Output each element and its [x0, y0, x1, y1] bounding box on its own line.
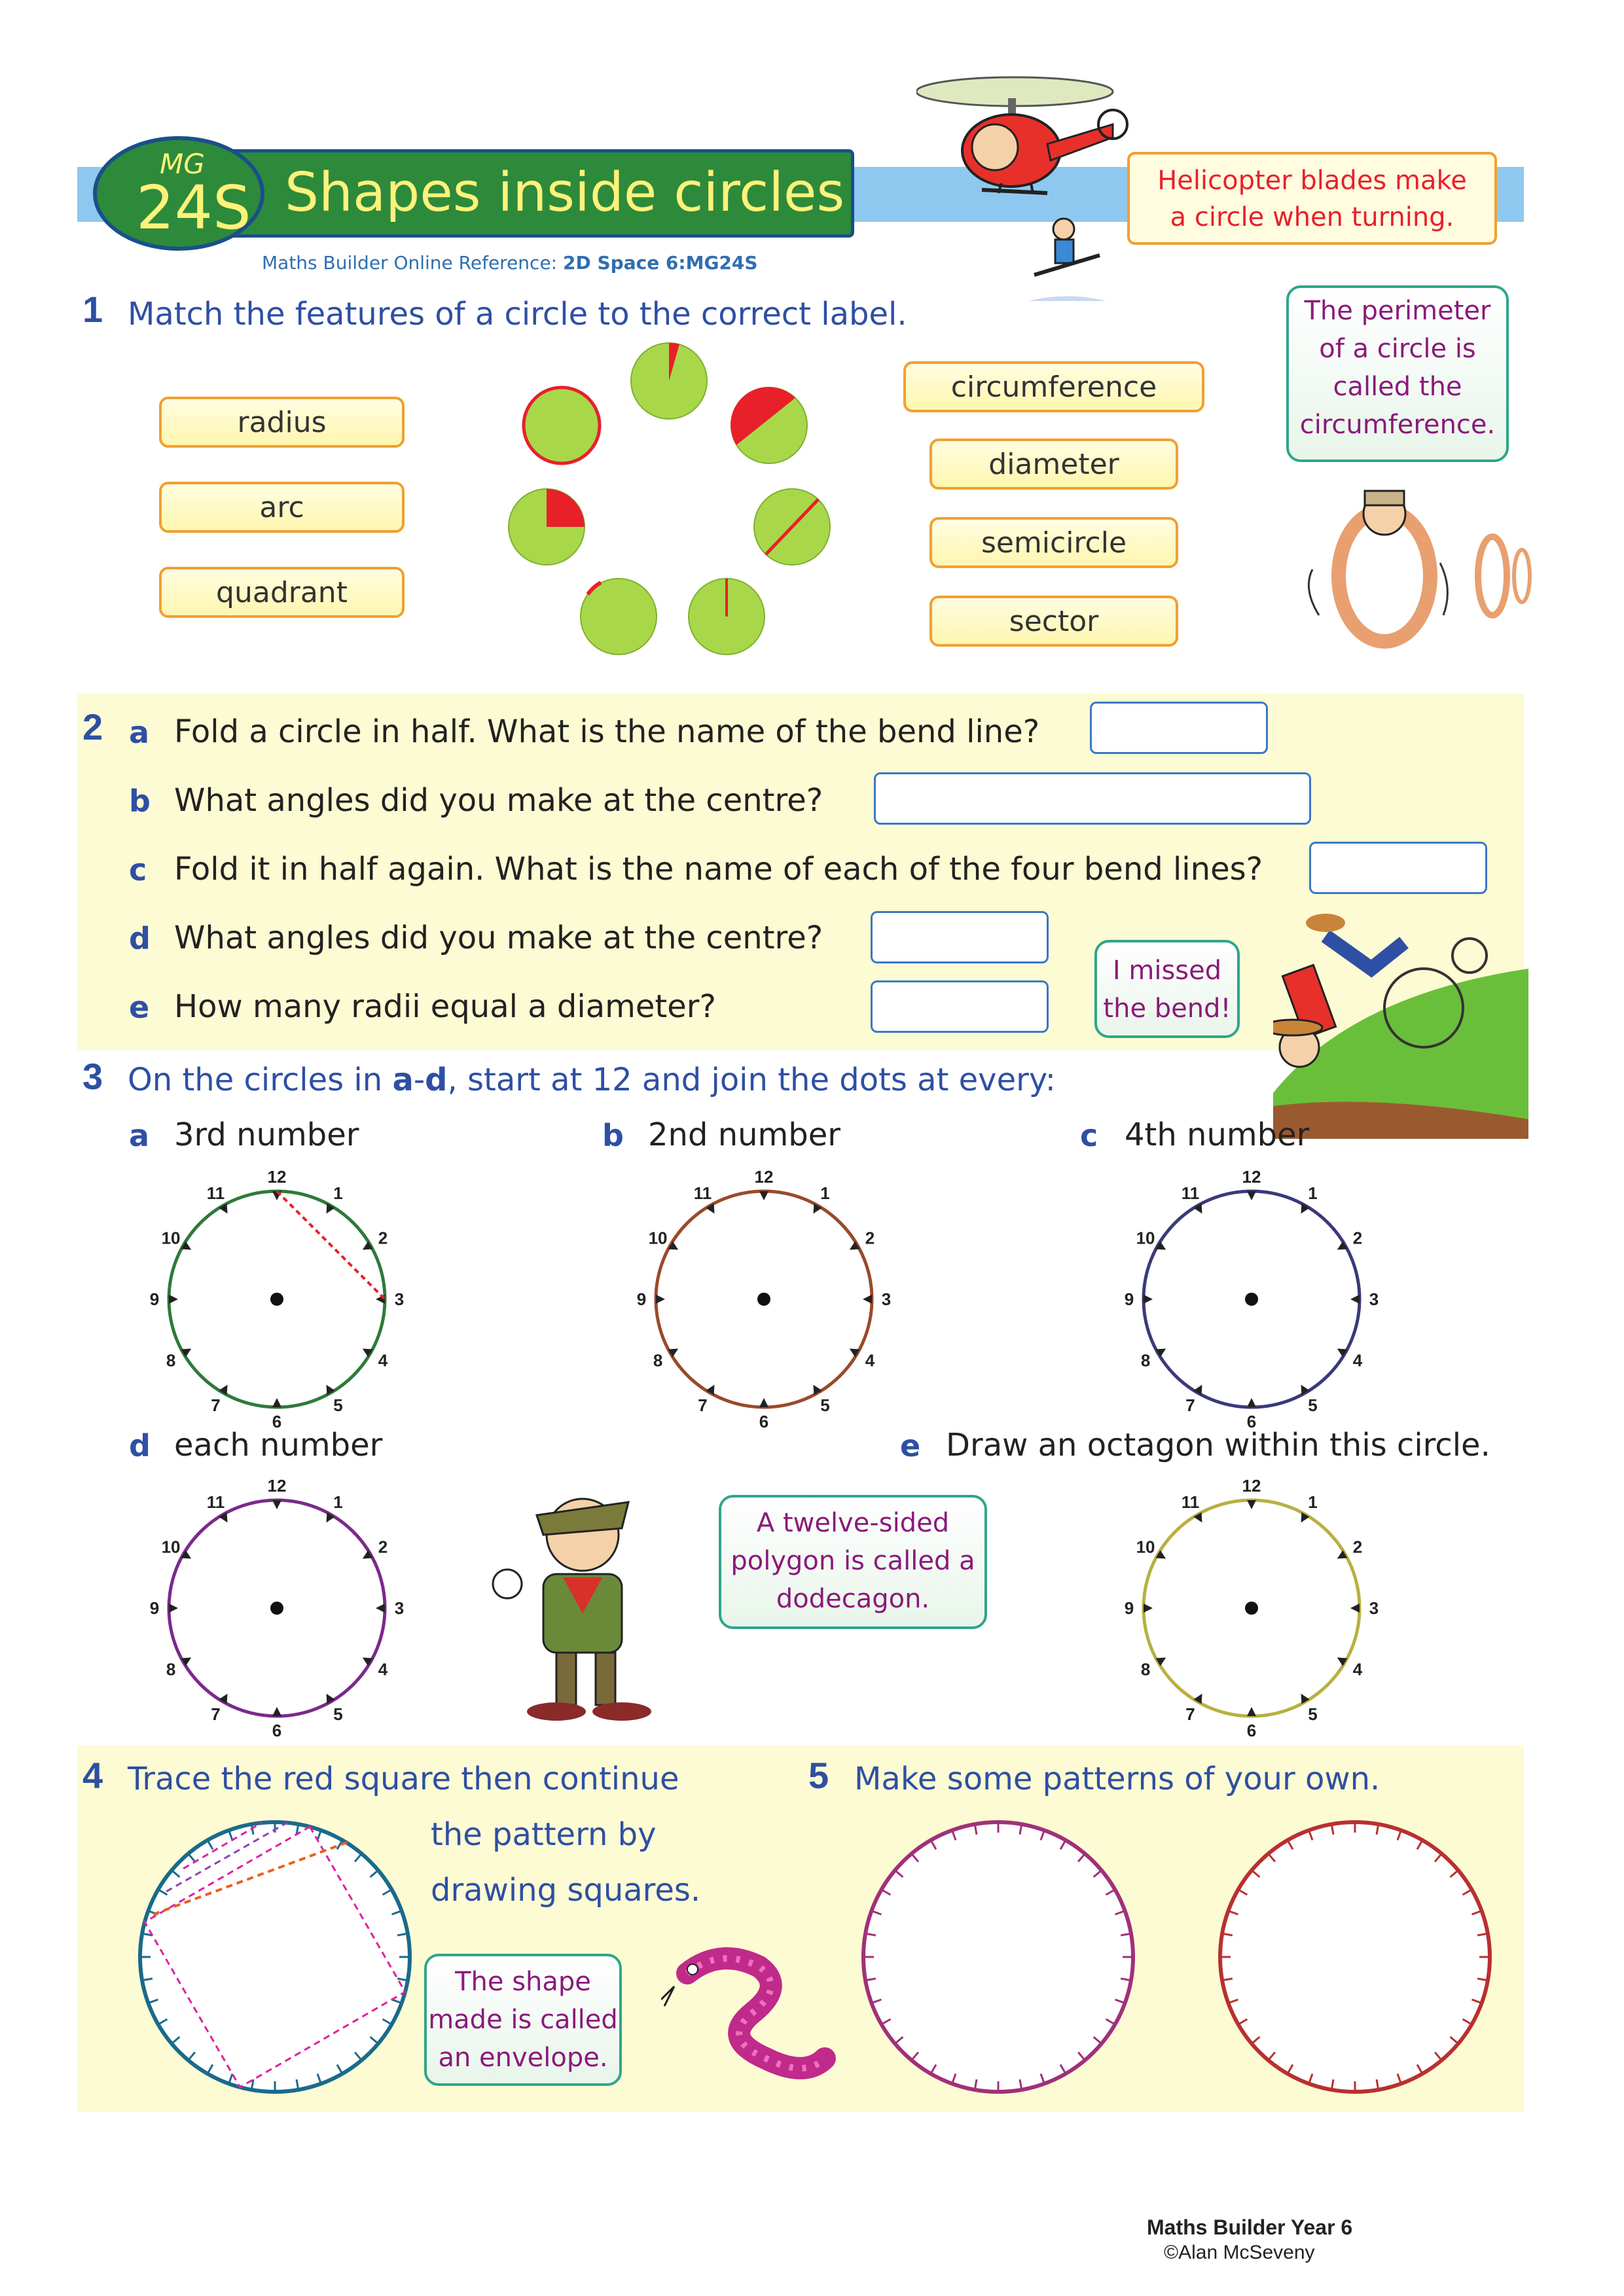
helicopter-note: [1127, 152, 1497, 245]
clock-number: 10: [1136, 1537, 1155, 1557]
q4-line: Trace the red square then continue: [128, 1761, 679, 1797]
q1-bubble-line: The perimeter: [1304, 296, 1491, 326]
label-sector[interactable]: sector: [929, 596, 1178, 647]
q2-letter: e: [129, 990, 150, 1025]
feature-circles: [504, 334, 844, 661]
clock-number: 7: [698, 1395, 708, 1415]
label-circumference[interactable]: circumference: [903, 361, 1204, 412]
label-diameter[interactable]: diameter: [929, 439, 1178, 490]
clock-number: 6: [272, 1412, 282, 1430]
clock-circle-d[interactable]: [146, 1477, 408, 1739]
q3-prompt-part: -: [413, 1062, 425, 1098]
q3-bubble-line: polygon is called a: [731, 1546, 975, 1576]
q2b-answer-box[interactable]: [874, 772, 1311, 825]
clock-number: 5: [333, 1704, 343, 1724]
q4-speech-bubble: [424, 1954, 622, 2086]
clock-number: 8: [1140, 1350, 1151, 1371]
q3-speech-bubble: [719, 1495, 987, 1629]
clock-tick: [759, 1398, 768, 1407]
q5-prompt: Make some patterns of your own.: [854, 1761, 1380, 1797]
clock-number: 11: [693, 1183, 712, 1204]
clock-number: 5: [333, 1395, 343, 1415]
circle-quadrant-figure[interactable]: [509, 489, 585, 565]
clock-tick: [1350, 1604, 1360, 1613]
q3-letter: b: [602, 1118, 624, 1153]
question-number: 2: [82, 706, 103, 747]
clock-number: 2: [1352, 1228, 1363, 1248]
clock-number: 10: [161, 1228, 181, 1248]
hoop-character-illustration: [1299, 484, 1542, 655]
clock-tick: [272, 1707, 281, 1716]
clock-centre-dot: [270, 1293, 283, 1306]
q4-bubble-line: an envelope.: [438, 2043, 608, 2073]
code-top: MG: [160, 148, 205, 180]
clock-number: 9: [1124, 1598, 1134, 1618]
q2e-answer-box[interactable]: [871, 980, 1049, 1033]
clock-tick: [1144, 1604, 1153, 1613]
label-arc[interactable]: arc: [159, 482, 405, 533]
q2d-answer-box[interactable]: [871, 911, 1049, 963]
reference-prefix: Maths Builder Online Reference:: [262, 252, 564, 274]
clock-number: 5: [820, 1395, 830, 1415]
code-bottom: 24S: [136, 173, 251, 243]
q1-bubble-line: called the: [1333, 372, 1462, 402]
question-number: 5: [808, 1755, 829, 1796]
q2d-text: What angles did you make at the centre?: [174, 920, 823, 956]
clock-number: 9: [636, 1289, 647, 1309]
helicopter-note-line: a circle when turning.: [1170, 202, 1454, 232]
q3-prompt-bold: a: [392, 1062, 414, 1098]
clock-number: 8: [1140, 1659, 1151, 1679]
clock-tick: [656, 1295, 665, 1304]
clock-number: 6: [1246, 1412, 1257, 1430]
q1-bubble-line: circumference.: [1299, 410, 1496, 440]
clock-number: 8: [166, 1350, 176, 1371]
q2c-answer-box[interactable]: [1309, 842, 1487, 894]
clock-number: 2: [865, 1228, 875, 1248]
clock-number: 1: [333, 1183, 343, 1204]
clock-number: 4: [1352, 1350, 1363, 1371]
clock-number: 11: [206, 1183, 225, 1204]
clock-number: 4: [378, 1659, 388, 1679]
clock-number: 10: [648, 1228, 668, 1248]
clock-tick: [272, 1500, 281, 1509]
clock-number: 4: [378, 1350, 388, 1371]
q3-prompt-bold: d: [425, 1062, 448, 1098]
q3d-text: each number: [174, 1427, 383, 1463]
q2-speech-bubble: [1094, 940, 1240, 1038]
circle-diameter-figure[interactable]: [754, 489, 830, 565]
label-semicircle[interactable]: semicircle: [929, 517, 1178, 568]
q4-bubble-line: The shape: [455, 1967, 591, 1997]
online-reference: [262, 252, 758, 274]
clock-tick: [376, 1604, 385, 1613]
clock-circle-b[interactable]: [633, 1168, 895, 1430]
clock-tick: [169, 1295, 178, 1304]
footer-book: Maths Builder Year 6: [1147, 2215, 1353, 2239]
q2-letter: d: [129, 921, 151, 956]
clock-number: 7: [211, 1395, 221, 1415]
code-badge: [93, 136, 264, 251]
clock-number: 12: [1242, 1477, 1261, 1496]
clock-number: 8: [653, 1350, 663, 1371]
q3-prompt-part: , start at 12 and join the dots at every:: [447, 1062, 1056, 1098]
clock-number: 8: [166, 1659, 176, 1679]
circle-circumference-figure[interactable]: [524, 387, 600, 463]
clock-tick: [759, 1191, 768, 1200]
clock-tick: [1247, 1500, 1256, 1509]
q3-bubble-line: dodecagon.: [776, 1584, 930, 1614]
q2c-text: Fold it in half again. What is the name of each of the four bend lines?: [174, 851, 1263, 888]
q2-bubble-line: the bend!: [1103, 994, 1231, 1024]
question-number: 3: [82, 1056, 103, 1097]
clock-number: 2: [1352, 1537, 1363, 1557]
clock-number: 2: [378, 1228, 388, 1248]
clock-circle-e[interactable]: [1121, 1477, 1382, 1739]
label-quadrant[interactable]: quadrant: [159, 567, 405, 618]
clock-tick: [272, 1398, 281, 1407]
q2a-text: Fold a circle in half. What is the name of the bend line?: [174, 713, 1040, 750]
helicopter-note-line: Helicopter blades make: [1157, 166, 1467, 196]
scout-illustration: [465, 1476, 681, 1731]
snake-illustration: [661, 1947, 838, 2098]
clock-tick: [1247, 1191, 1256, 1200]
clock-number: 6: [759, 1412, 769, 1430]
clock-number: 7: [1185, 1704, 1195, 1724]
q2-letter: b: [129, 783, 151, 819]
q3-letter: c: [1080, 1118, 1098, 1153]
clock-number: 6: [272, 1721, 282, 1739]
label-radius[interactable]: radius: [159, 397, 405, 448]
q1-bubble-line: of a circle is: [1319, 334, 1476, 364]
clock-number: 11: [206, 1492, 225, 1513]
clock-centre-dot: [757, 1293, 770, 1306]
q4-line: the pattern by: [431, 1816, 657, 1853]
circle-semicircle-figure[interactable]: [731, 387, 807, 463]
circle-sector-figure[interactable]: [631, 343, 707, 419]
clock-number: 2: [378, 1537, 388, 1557]
q2e-text: How many radii equal a diameter?: [174, 988, 716, 1025]
helicopter-illustration: [916, 65, 1132, 308]
q3b-text: 2nd number: [648, 1117, 841, 1153]
question-number: 4: [82, 1755, 103, 1796]
reference-value: 2D Space 6:MG24S: [563, 252, 758, 274]
envelope-circle[interactable]: [131, 1813, 419, 2101]
clock-number: 3: [1369, 1598, 1379, 1618]
clock-number: 1: [1308, 1183, 1318, 1204]
q1-prompt: Match the features of a circle to the correct label.: [128, 296, 907, 332]
clock-number: 10: [1136, 1228, 1155, 1248]
clock-number: 1: [1308, 1492, 1318, 1513]
clock-tick: [1247, 1707, 1256, 1716]
clock-number: 9: [149, 1598, 160, 1618]
clock-tick: [1144, 1295, 1153, 1304]
clock-number: 11: [1181, 1492, 1200, 1513]
clock-number: 3: [394, 1289, 405, 1309]
circle-arc-figure[interactable]: [581, 579, 657, 655]
circle-radius-figure[interactable]: [689, 579, 765, 655]
pattern-circle-1[interactable]: [854, 1813, 1142, 2101]
clock-number: 12: [267, 1477, 287, 1496]
q3c-text: 4th number: [1125, 1117, 1310, 1153]
clock-number: 9: [149, 1289, 160, 1309]
title-banner: [223, 149, 854, 238]
clock-number: 6: [1246, 1721, 1257, 1739]
clock-number: 5: [1308, 1395, 1318, 1415]
q2b-text: What angles did you make at the centre?: [174, 782, 823, 819]
clock-centre-dot: [1245, 1602, 1258, 1615]
clock-number: 5: [1308, 1704, 1318, 1724]
q2-letter: c: [129, 852, 147, 888]
clock-tick: [1247, 1398, 1256, 1407]
q3-letter: d: [129, 1428, 151, 1463]
clock-number: 3: [881, 1289, 892, 1309]
q3-prompt: [128, 1062, 1056, 1098]
clock-number: 12: [754, 1168, 774, 1187]
clock-number: 12: [267, 1168, 287, 1187]
q4-bubble-line: made is called: [428, 2005, 618, 2035]
clock-number: 11: [1181, 1183, 1200, 1204]
q2-bubble-line: I missed: [1112, 956, 1222, 986]
footer-author: ©Alan McSeveny: [1164, 2242, 1315, 2263]
cyclist-illustration: [1273, 897, 1528, 1139]
clock-number: 7: [211, 1704, 221, 1724]
clock-tick: [863, 1295, 872, 1304]
clock-centre-dot: [1245, 1293, 1258, 1306]
clock-number: 12: [1242, 1168, 1261, 1187]
clock-number: 3: [394, 1598, 405, 1618]
clock-number: 7: [1185, 1395, 1195, 1415]
clock-number: 4: [865, 1350, 875, 1371]
clock-tick: [1350, 1295, 1360, 1304]
q4-line: drawing squares.: [431, 1872, 701, 1909]
page-title: Shapes inside circles: [285, 162, 845, 224]
clock-number: 4: [1352, 1659, 1363, 1679]
clock-tick: [169, 1604, 178, 1613]
q3-bubble-line: A twelve-sided: [756, 1508, 950, 1538]
q3e-text: Draw an octagon within this circle.: [946, 1427, 1490, 1463]
q3-letter: a: [129, 1118, 150, 1153]
q3a-text: 3rd number: [174, 1117, 359, 1153]
clock-number: 9: [1124, 1289, 1134, 1309]
clock-centre-dot: [270, 1602, 283, 1615]
clock-circle-a[interactable]: [146, 1168, 408, 1430]
clock-circle-c[interactable]: [1121, 1168, 1382, 1430]
clock-number: 3: [1369, 1289, 1379, 1309]
q1-speech-bubble: [1286, 285, 1509, 462]
pattern-circle-2[interactable]: [1211, 1813, 1499, 2101]
question-number: 1: [82, 289, 103, 330]
q2a-answer-box[interactable]: [1090, 702, 1268, 754]
clock-number: 1: [820, 1183, 830, 1204]
q2-letter: a: [129, 715, 150, 750]
q3-prompt-part: On the circles in: [128, 1062, 393, 1098]
clock-number: 1: [333, 1492, 343, 1513]
clock-number: 10: [161, 1537, 181, 1557]
q3-letter: e: [900, 1428, 921, 1463]
